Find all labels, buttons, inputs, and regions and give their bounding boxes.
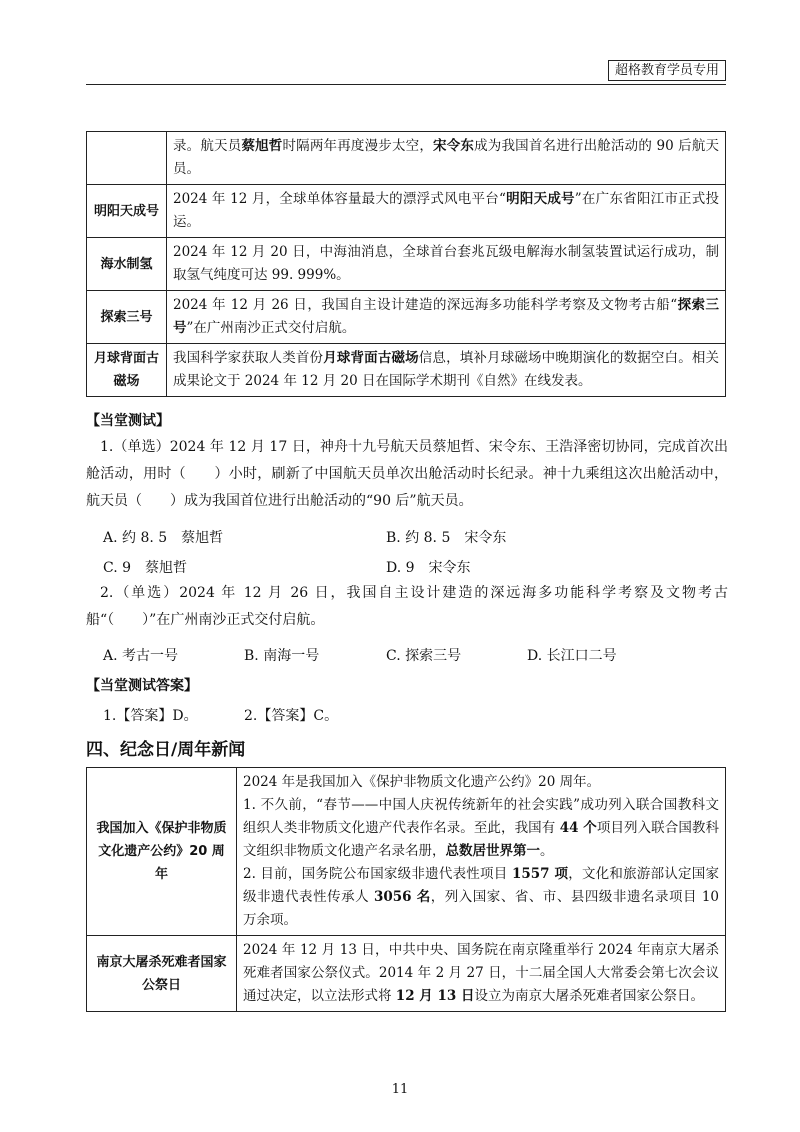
q1-option-d: D. 9 宋令东 <box>386 560 471 576</box>
tech-news-row-label: 明阳天成号 <box>87 185 167 238</box>
anniversary-news-row-label: 南京大屠杀死难者国家公祭日 <box>87 936 237 1012</box>
anniversary-news-row-content: 2024 年 12 月 13 日，中共中央、国务院在南京隆重举行 2024 年南京大屠杀死难者国家公祭仪式。2014 年 2 月 27 日，十二届全国人大常委会第七次会议通过决定，以立法形式将 12 月 13 日设立为南京大屠杀死难者国家公祭日。 <box>237 936 726 1012</box>
tech-news-row <box>87 185 726 238</box>
q2-option-a: A. 考古一号 <box>103 648 179 664</box>
news-table-anniversary <box>86 767 726 1012</box>
tech-news-row-label: 探索三号 <box>87 291 167 344</box>
tech-news-row-content: 2024 年 12 月，全球单体容量最大的漂浮式风电平台“明阳天成号”在广东省阳江市正式投运。 <box>167 185 726 238</box>
tech-news-row <box>87 291 726 344</box>
q1-option-a: A. 约 8. 5 蔡旭哲 <box>103 530 224 546</box>
anniversary-news-row-label: 我国加入《保护非物质文化遗产公约》20 周年 <box>87 768 237 936</box>
answer-2: 2.【答案】C。 <box>244 708 339 724</box>
header-divider <box>86 84 726 85</box>
q1-option-c: C. 9 蔡旭哲 <box>103 560 188 576</box>
header-tag: 超格教育学员专用 <box>608 60 726 81</box>
anniversary-news-row-content: 2024 年是我国加入《保护非物质文化遗产公约》20 周年。 1. 不久前，“春节——中国人庆祝传统新年的社会实践”成功列入联合国教科文组织人类非物质文化遗产代表作名录。至此，我国有 44 个项目列入联合国教科文组织非物质文化遗产名录名册，总数居世界第一。 2. 目前，国务院公布国家级非遗代表性项目 1557 项，文化和旅游部认定国家级非遗代表性传承人 3056 名，列入国家、省、市、县四级非遗名录项目 10 万余项。 <box>237 768 726 936</box>
tech-news-row-content: 2024 年 12 月 26 日，我国自主设计建造的深远海多功能科学考察及文物考古船“探索三号”在广州南沙正式交付启航。 <box>167 291 726 344</box>
answer-1: 1.【答案】D。 <box>103 708 198 724</box>
tech-news-row-content: 2024 年 12 月 20 日，中海油消息，全球首台套兆瓦级电解海水制氢装置试运行成功，制取氢气纯度可达 99. 999%。 <box>167 238 726 291</box>
anniversary-news-row <box>87 768 726 936</box>
tech-news-row-label: 月球背面古磁场 <box>87 344 167 397</box>
q2-option-d: D. 长江口二号 <box>527 648 617 664</box>
tech-news-row-content: 我国科学家获取人类首份月球背面古磁场信息，填补月球磁场中晚期演化的数据空白。相关成果论文于 2024 年 12 月 20 日在国际学术期刊《自然》在线发表。 <box>167 344 726 397</box>
tech-news-row <box>87 238 726 291</box>
question-1: 1.（单选）2024 年 12 月 17 日，神舟十九号航天员蔡旭哲、宋令东、王浩泽密切协同，完成首次出舱活动，用时（ ）小时，刷新了中国航天员单次出舱活动时长纪录。神十九乘组这次出舱活动中，航天员（ ）成为我国首位进行出舱活动的“90 后”航天员。 <box>86 439 728 509</box>
tech-news-row-label: 海水制氢 <box>87 238 167 291</box>
tech-news-row-label <box>87 132 167 185</box>
tech-news-row <box>87 132 726 185</box>
section-title: 四、纪念日/周年新闻 <box>86 740 246 760</box>
q2-option-c: C. 探索三号 <box>386 648 462 664</box>
question-2: 2.（单选）2024 年 12 月 26 日，我国自主设计建造的深远海多功能科学考察及文物考古船“（ ）”在广州南沙正式交付启航。 <box>86 585 728 628</box>
answers-heading: 【当堂测试答案】 <box>86 678 198 694</box>
tech-news-row <box>87 344 726 397</box>
q1-option-b: B. 约 8. 5 宋令东 <box>386 530 507 546</box>
q2-option-b: B. 南海一号 <box>244 648 320 664</box>
news-table-technology <box>86 131 726 397</box>
quiz-heading: 【当堂测试】 <box>86 413 170 429</box>
anniversary-news-row <box>87 936 726 1012</box>
page-number: 11 <box>391 1082 409 1097</box>
tech-news-row-content: 录。航天员蔡旭哲时隔两年再度漫步太空，宋令东成为我国首名进行出舱活动的 90 后航天员。 <box>167 132 726 185</box>
